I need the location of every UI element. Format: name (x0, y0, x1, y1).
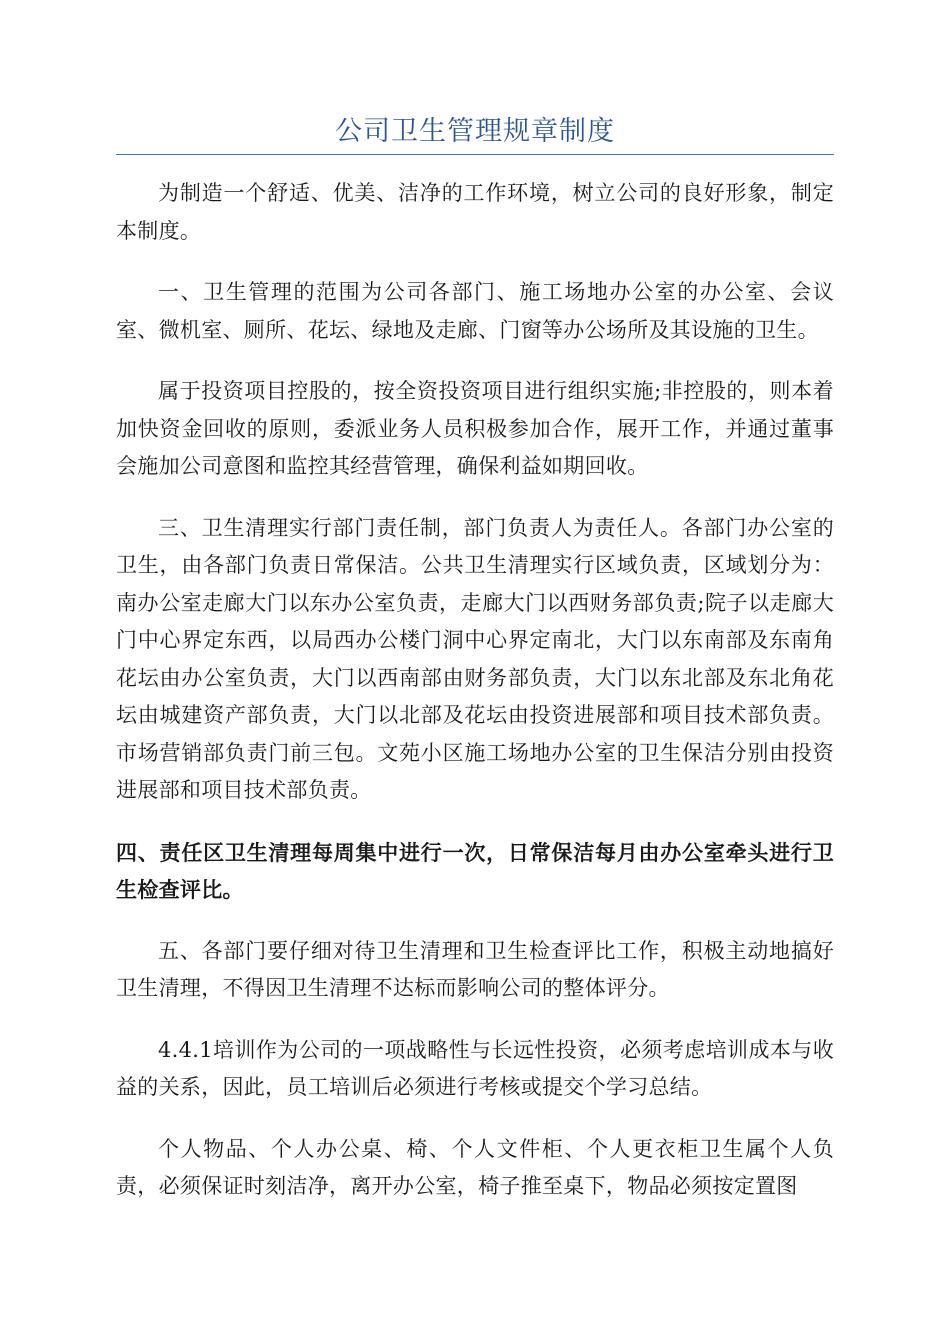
paragraph-personal-items: 个人物品、个人办公桌、椅、个人文件柜、个人更衣柜卫生属个人负责，必须保证时刻洁净，离开办公室，椅子推至桌下，物品必须按定置图 (116, 1136, 834, 1198)
paragraph-section-3: 三、卫生清理实行部门责任制，部门负责人为责任人。各部门办公室的卫生，由各部门负责日常保洁。公共卫生清理实行区域负责，区域划分为：南办公室走廊大门以东办公室负责，走廊大门以西财务部负责;院子以走廊大门中心界定东西，以局西办公楼门洞中心界定南北，大门以东南部及东南角花坛由办公室负责，大门以西南部由财务部负责，大门以东北部及东北角花坛由城建资产部负责，大门以北部及花坛由投资进展部和项目技术部负责。市场营销部负责门前三包。文苑小区施工场地办公室的卫生保洁分别由投资进展部和项目技术部负责。 (116, 515, 834, 802)
paragraph-intro: 为制造一个舒适、优美、洁净的工作环境，树立公司的良好形象，制定本制度。 (116, 181, 834, 243)
paragraph-investment: 属于投资项目控股的，按全资投资项目进行组织实施;非控股的，则本着加快资金回收的原则，委派业务人员积极参加合作，展开工作，并通过董事会施加公司意图和监控其经营管理，确保利益如期回收。 (116, 379, 834, 478)
paragraph-section-1: 一、卫生管理的范围为公司各部门、施工场地办公室的办公室、会议室、微机室、厕所、花坛、绿地及走廊、门窗等办公场所及其设施的卫生。 (116, 280, 834, 342)
title-underline (116, 154, 834, 155)
paragraph-section-4: 四、责任区卫生清理每周集中进行一次，日常保洁每月由办公室牵头进行卫生检查评比。 (116, 839, 834, 902)
document-title: 公司卫生管理规章制度 (335, 116, 615, 147)
paragraph-training: 4.4.1培训作为公司的一项战略性与长远性投资，必须考虑培训成本与收益的关系，因此，员工培训后必须进行考核或提交个学习总结。 (116, 1037, 834, 1099)
document-body (116, 175, 834, 1206)
document-page (116, 0, 834, 1230)
paragraph-section-5: 五、各部门要仔细对待卫生清理和卫生检查评比工作，积极主动地搞好卫生清理，不得因卫生清理不达标而影响公司的整体评分。 (116, 938, 834, 1000)
